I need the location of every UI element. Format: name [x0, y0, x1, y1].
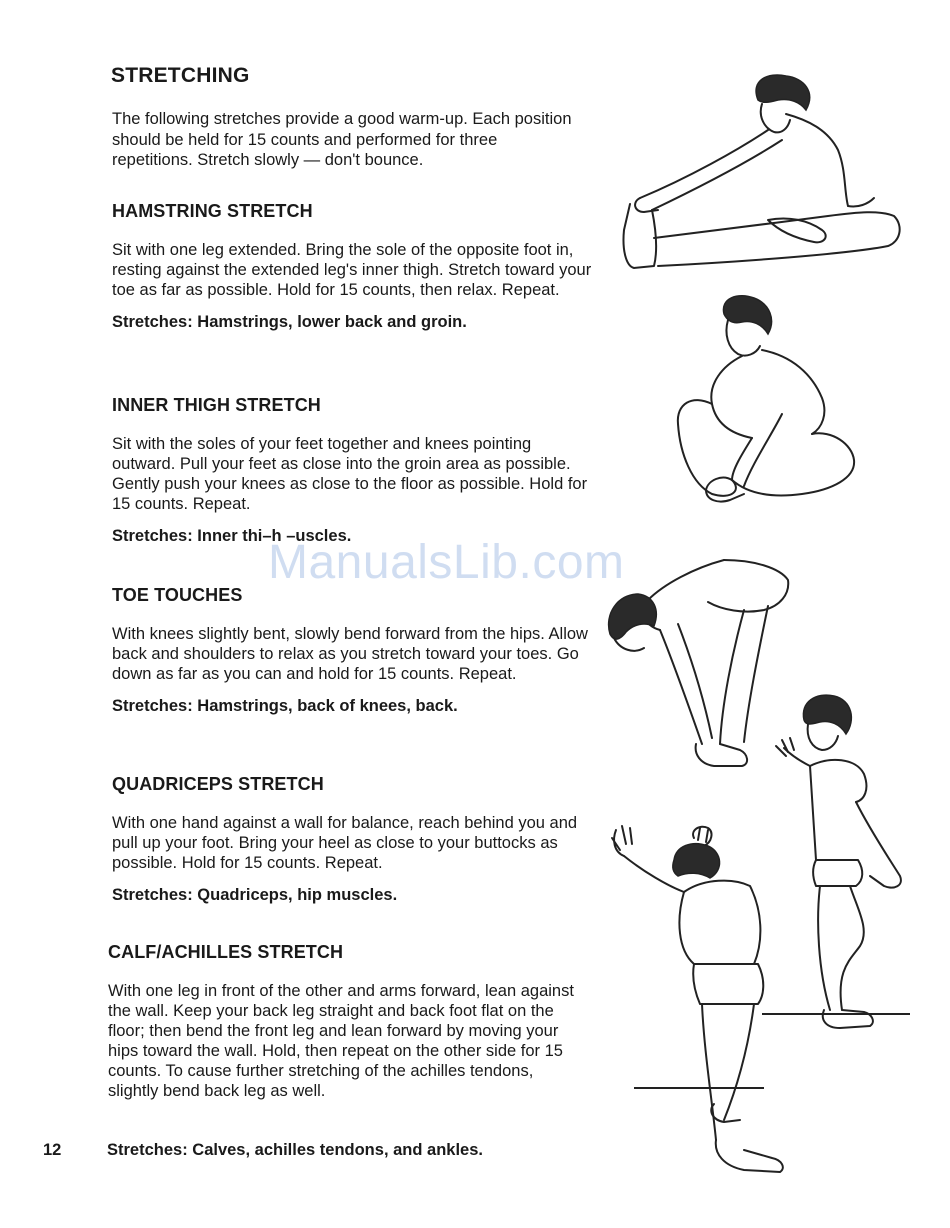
section-body: With one hand against a wall for balance, reach behind you and pull up your foot. Bring your heel as close to your buttocks as possible. Hold for 15 counts. Repeat. — [112, 814, 578, 872]
section-inner-thigh-stretch — [112, 395, 592, 546]
section-quadriceps-stretch — [112, 774, 592, 905]
section-hamstring-stretch — [112, 201, 592, 332]
calf-achilles-stretch-illustration — [604, 820, 794, 1180]
section-stretches: Stretches: Calves, achilles tendons, and ankles. — [107, 1141, 483, 1159]
section-stretches: Stretches: Quadriceps, hip muscles. — [112, 886, 398, 904]
section-stretches: Stretches: Inner thi–h –uscles. — [112, 527, 352, 545]
section-heading: CALF/ACHILLES STRETCH — [108, 942, 344, 962]
intro-paragraph: The following stretches provide a good warm-up. Each position should be held for 15 counts and performed for three repetitions. Stretch slowly — don't bounce. — [112, 110, 572, 169]
page-title: STRETCHING — [111, 64, 250, 87]
section-stretches: Stretches: Hamstrings, back of knees, back. — [112, 697, 458, 715]
inner-thigh-stretch-illustration — [672, 294, 862, 514]
section-stretches: Stretches: Hamstrings, lower back and groin. — [112, 313, 467, 331]
section-body: With one leg in front of the other and arms forward, lean against the wall. Keep your back leg straight and back foot flat on the floor; then bend the front leg and lean forward by moving your hips toward the wall. Hold, then repeat on the other side for 15 counts. To cause further stretching of the achilles tendons, slightly bend back leg as well. — [108, 982, 574, 1100]
section-heading: QUADRICEPS STRETCH — [112, 774, 324, 794]
section-heading: TOE TOUCHES — [112, 585, 243, 605]
page-number: 12 — [43, 1141, 62, 1159]
section-heading: INNER THIGH STRETCH — [112, 395, 321, 415]
section-body: With knees slightly bent, slowly bend forward from the hips. Allow back and shoulders to relax as you stretch toward your toes. Go down as far as you can and hold for 15 counts. Repeat. — [112, 625, 588, 683]
section-calf-achilles-stretch — [108, 942, 588, 1114]
section-heading: HAMSTRING STRETCH — [112, 201, 313, 221]
hamstring-stretch-illustration — [618, 70, 908, 275]
section-body: Sit with one leg extended. Bring the sole of the opposite foot in, resting against the extended leg's inner thigh. Stretch toward your toe as far as possible. Hold for 15 counts, then relax. Repeat. — [112, 241, 592, 299]
watermark: ManualsLib.com — [268, 536, 625, 589]
section-toe-touches — [112, 585, 592, 716]
section-body: Sit with the soles of your feet together and knees pointing outward. Pull your feet as close into the groin area as possible. Gently push your knees as close to the floor as possible. Hold for 15 counts. Repeat. — [112, 435, 588, 513]
